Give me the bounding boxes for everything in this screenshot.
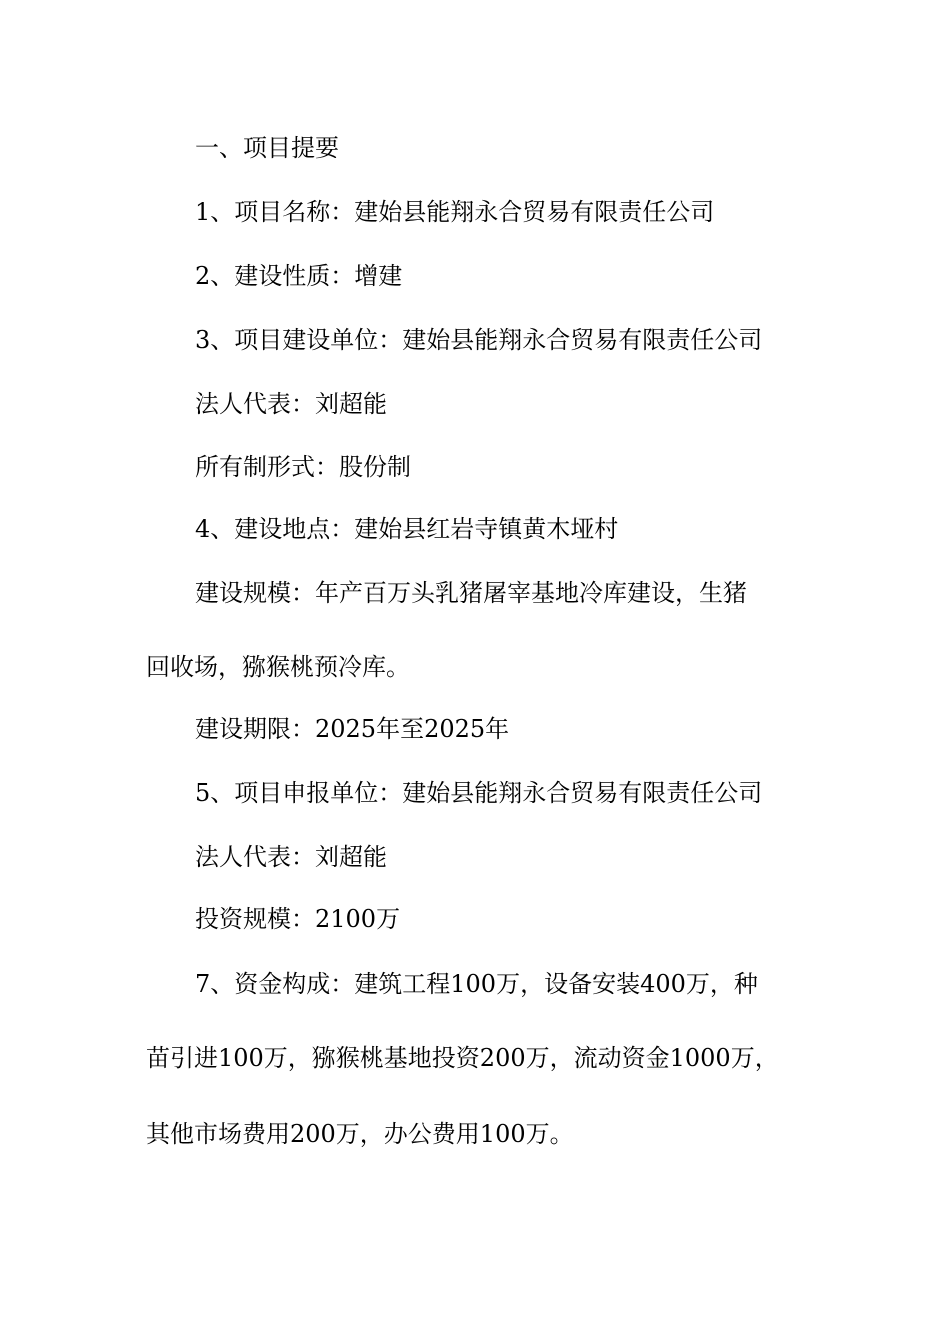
legal-representative-applicant: 法人代表：刘超能: [195, 843, 387, 871]
construction-unit: 3、项目建设单位：建始县能翔永合贸易有限责任公司: [195, 326, 763, 354]
investment-scale: 投资规模：2100万: [195, 905, 401, 933]
applicant-unit: 5、项目申报单位：建始县能翔永合贸易有限责任公司: [195, 779, 763, 807]
ownership-form: 所有制形式：股份制: [195, 453, 411, 481]
construction-nature: 2、建设性质：增建: [195, 262, 403, 290]
fund-composition-end: 其他市场费用200万，办公费用100万。: [146, 1120, 574, 1148]
fund-composition: 7、资金构成：建筑工程100万，设备安装400万，种: [195, 970, 758, 998]
legal-representative: 法人代表：刘超能: [195, 390, 387, 418]
construction-location: 4、建设地点：建始县红岩寺镇黄木垭村: [195, 515, 619, 543]
project-name: 1、项目名称：建始县能翔永合贸易有限责任公司: [195, 198, 715, 226]
fund-composition-continued: 苗引进100万，猕猴桃基地投资200万，流动资金1000万，: [146, 1044, 779, 1072]
section-heading: 一、项目提要: [195, 134, 339, 162]
construction-period: 建设期限：2025年至2025年: [195, 715, 510, 743]
construction-scale: 建设规模：年产百万头乳猪屠宰基地冷库建设，生猪: [195, 579, 747, 607]
construction-scale-continued: 回收场，猕猴桃预冷库。: [146, 653, 410, 681]
